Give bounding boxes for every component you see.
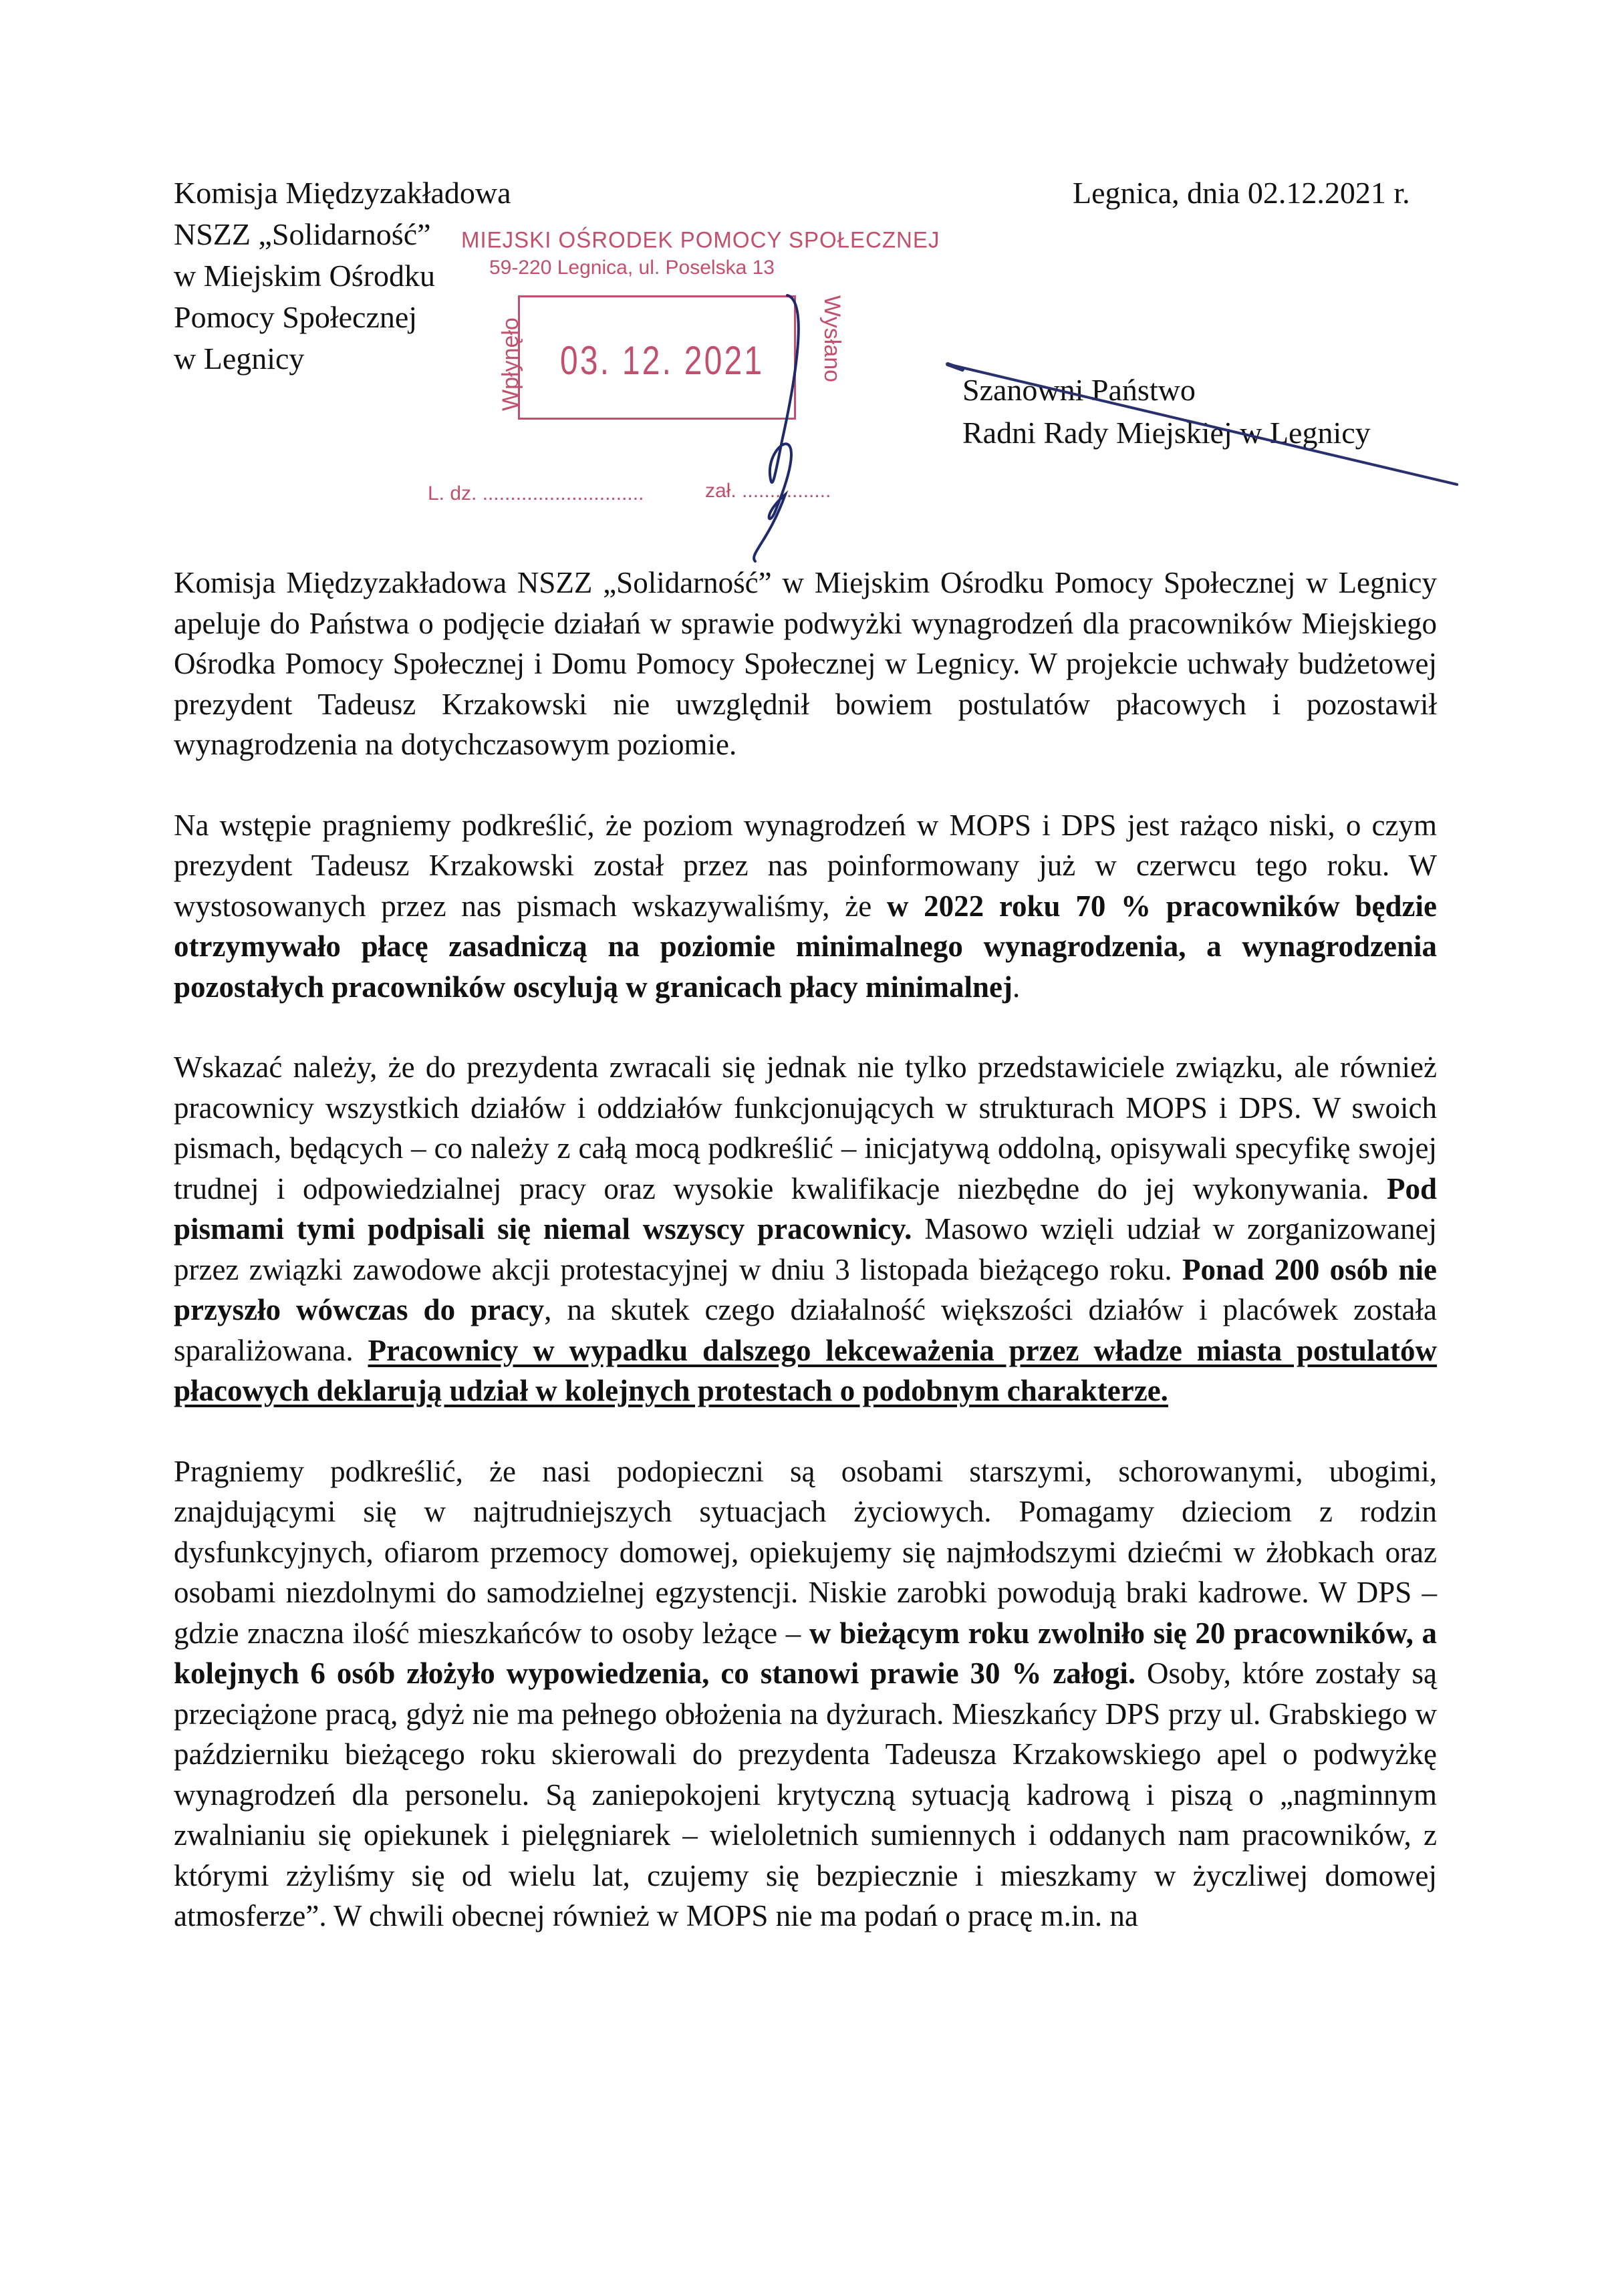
stamp-sent-label: Wysłano — [819, 295, 845, 383]
bold-emphasis: w 2022 roku 70 % pracowników będzie otrzymywało płacę zasadniczą na poziomie minimalnego wynagrodzenia, a wynagrodzenia pozostałych pracowników oscylują w granicach płacy minimalnej — [174, 889, 1438, 1004]
paragraph-2 — [174, 805, 1437, 1008]
paragraph-text: Pragniemy podkreślić, że nasi podopieczni są osobami starszymi, schorowanymi, ubogimi, znajdującymi się w najtrudniejszych sytuacjach życiowych. Pomagamy dzieciom z rodzin dysfunkcyjnych, ofiarom przemocy domowej, opiekujemy się najmłodszymi dziećmi w żłobkach oraz osobami niezdolnymi do samodzielnej egzystencji. Niskie zarobki powodują braki kadrowe. W DPS – gdzie znaczna ilość mieszkańców to osoby leżące – — [174, 1454, 1437, 1650]
bold-underlined-emphasis: Pracownicy w wypadku dalszego lekceważenia przez władze miasta postulatów płacowych deklarują udział w kolejnych protestach o podobnym charakterze. — [174, 1333, 1437, 1407]
sender-line: NSZZ „Solidarność” — [174, 217, 431, 251]
stamp-institution: MIEJSKI OŚRODEK POMOCY SPOŁECZNEJ — [461, 227, 940, 253]
stamp-address: 59-220 Legnica, ul. Poselska 13 — [489, 257, 775, 279]
recipient-greeting: Szanowni Państwo — [962, 373, 1196, 407]
paragraph-1 — [174, 563, 1437, 765]
paragraph-4 — [174, 1451, 1437, 1936]
incoming-stamp — [428, 215, 940, 505]
bold-emphasis: w bieżącym roku zwolniło się 20 pracowników, a kolejnych 6 osób złożyło wypowiedzenia, co stanowi prawie 30 % załogi. — [174, 1616, 1437, 1690]
paragraph-text: Osoby, które zostały są przeciążone pracą, gdyż nie ma pełnego obłożenia na dyżurach. Mieszkańcy DPS przy ul. Grabskiego w październiku bieżącego roku skierowali do prezydenta Tadeusza Krzakowskiego apel o podwyżkę wynagrodzeń dla personelu. Są zaniepokojeni krytyczną sytuacją kadrową i piszą o „nagminnym zwalnianiu się opiekunek i pielęgniarek – wieloletnich sumiennych i oddanych nam pracowników, z którymi zżyliśmy się od wielu lat, czujemy się bezpiecznie i mieszkamy w życzliwej domowej atmosferze”. W chwili obecnej również w MOPS nie ma podań o pracę m.in. na — [174, 1657, 1437, 1932]
recipient-name: Radni Rady Miejskiej w Legnicy — [962, 416, 1371, 450]
paragraph-text: Masowo wzięli udział w zorganizowanej przez związki zawodowe akcji protestacyjnej w dniu 3 listopada bieżącego roku. — [174, 1212, 1437, 1286]
sender-line: Komisja Międzyzakładowa — [174, 176, 511, 210]
letter-body — [174, 563, 1437, 1977]
sender-line: w Legnicy — [174, 341, 305, 376]
paragraph-text: , na skutek czego działalność większości działów i placówek została sparaliżowana. — [174, 1293, 1438, 1367]
paragraph-text: Komisja Międzyzakładowa NSZZ „Solidarność” w Miejskim Ośrodku Pomocy Społecznej w Legnicy apeluje do Państwa o podjęcie działań w sprawie podwyżki wynagrodzeń dla pracowników Miejskiego Ośrodka Pomocy Społecznej i Domu Pomocy Społecznej w Legnicy. W projekcie uchwały budżetowej prezydent Tadeusz Krzakowski nie uwzględnił bowiem postulatów płacowych i pozostawił wynagrodzenia na dotychczasowym poziomie. — [174, 566, 1437, 761]
letter-date: Legnica, dnia 02.12.2021 r. — [1073, 176, 1410, 210]
stamp-zal-field: zał. ................ — [705, 480, 831, 502]
paragraph-3 — [174, 1047, 1437, 1411]
sender-line: Pomocy Społecznej — [174, 300, 418, 334]
handwritten-signature — [708, 274, 829, 568]
stamp-date: 03. 12. 2021 — [560, 338, 765, 383]
stamp-ldz-field: L. dz. ............................. — [428, 482, 644, 505]
paragraph-text: Na wstępie pragniemy podkreślić, że poziom wynagrodzeń w MOPS i DPS jest rażąco niski, o czym prezydent Tadeusz Krzakowski został przez nas poinformowany już w czerwcu tego roku. W wystosowanych przez nas pismach wskazywaliśmy, że — [174, 808, 1437, 923]
bold-emphasis: Pod pismami tymi podpisali się niemal wszyscy pracownicy. — [174, 1171, 1437, 1246]
sender-line: w Miejskim Ośrodku — [174, 259, 435, 293]
pen-strike-line — [942, 357, 1464, 491]
paragraph-text: Wskazać należy, że do prezydenta zwracali się jednak nie tylko przedstawiciele związku, ale również pracownicy wszystkich działów i oddziałów funkcjonujących w strukturach MOPS i DPS. W swoich pismach, będących – co należy z całą mocą podkreślić – inicjatywą oddolną, opisywali specyfikę swojej trudnej i odpowiedzialnej pracy oraz wysokie kwalifikacje niezbędne do jej wykonywania. — [174, 1050, 1437, 1205]
bold-emphasis: Ponad 200 osób nie przyszło wówczas do pracy — [174, 1252, 1437, 1326]
stamp-received-label: Wpłynęło — [498, 317, 523, 411]
paragraph-text: . — [1013, 970, 1021, 1004]
